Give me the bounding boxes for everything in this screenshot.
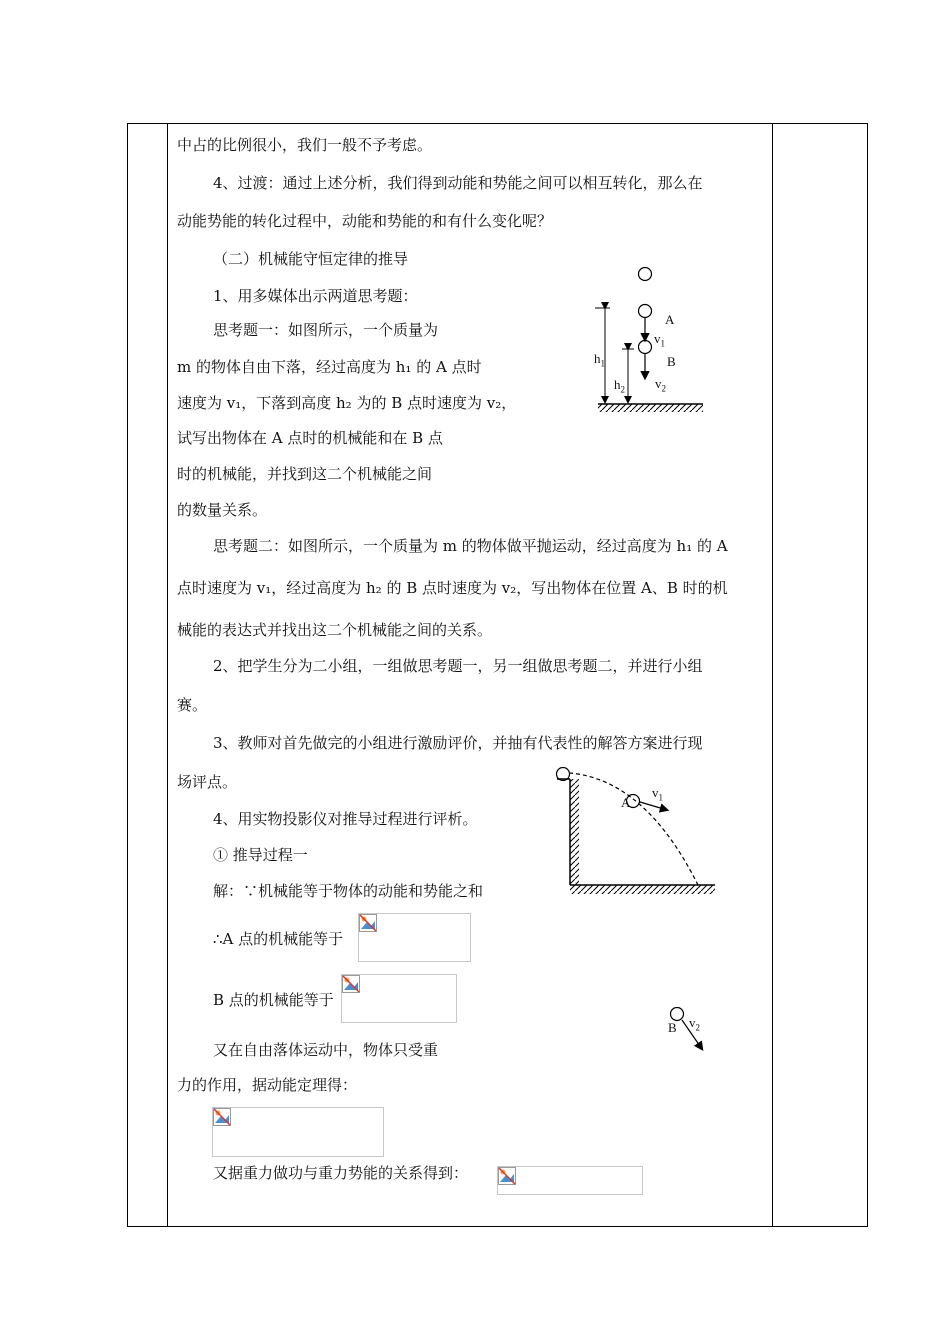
question1-line4: 试写出物体在 A 点时的机械能和在 B 点 — [177, 429, 443, 447]
column-divider-right — [772, 124, 773, 1226]
a-energy-line: ∴A 点的机械能等于 — [213, 930, 344, 948]
paragraph-transition-line1: 4、过渡：通过上述分析，我们得到动能和势能之间可以相互转化，那么在 — [213, 174, 703, 192]
question2-line2: 点时速度为 v₁，经过高度为 h₂ 的 B 点时速度为 v₂，写出物体在位置 A、B 时的机 — [177, 579, 728, 597]
fig2-label-v2: $v_2$ — [689, 1015, 700, 1033]
broken-image-icon — [213, 1108, 231, 1126]
free-fall-line2: 力的作用，据动能定理得： — [177, 1076, 358, 1094]
projectile-figure — [545, 765, 725, 900]
step-3-line2: 场评点。 — [177, 773, 238, 791]
question1-line5: 时的机械能，并找到这二个机械能之间 — [177, 465, 433, 483]
section-heading: （二）机械能守恒定律的推导 — [213, 250, 409, 268]
broken-image-icon — [359, 914, 377, 932]
step-1: 1、用多媒体出示两道思考题： — [213, 287, 418, 305]
free-fall-figure — [590, 260, 710, 415]
broken-image-icon — [342, 975, 360, 993]
b-energy-line: B 点的机械能等于 — [213, 991, 334, 1009]
formula-image-kinetic-theorem — [212, 1107, 384, 1157]
fig2-label-v1: $v_1$ — [652, 785, 663, 803]
formula-image-a-energy — [358, 913, 471, 962]
fig2-label-a: A — [621, 795, 631, 810]
paragraph-intro-tail: 中占的比例很小，我们一般不予考虑。 — [177, 136, 433, 154]
ball-top — [639, 268, 652, 281]
column-divider-left — [167, 124, 168, 1226]
ball-a — [639, 305, 652, 318]
formula-image-b-energy — [341, 974, 457, 1023]
ball-b — [639, 341, 652, 354]
question1-line1: 思考题一：如图所示，一个质量为 — [213, 321, 439, 339]
paragraph-transition-line2: 动能势能的转化过程中，动能和势能的和有什么变化呢？ — [177, 212, 553, 230]
question1-line3: 速度为 v₁，下落到高度 h₂ 为的 B 点时速度为 v₂， — [177, 394, 517, 412]
gravity-work-line: 又据重力做功与重力势能的关系得到： — [213, 1164, 469, 1182]
free-fall-line1: 又在自由落体运动中，物体只受重 — [213, 1041, 439, 1059]
question1-line2: m 的物体自由下落，经过高度为 h₁ 的 A 点时 — [177, 358, 482, 376]
fig1-label-h1: $h_1$ — [594, 351, 605, 369]
ball-b — [671, 1008, 684, 1021]
fig1-label-h2: $h_2$ — [614, 377, 625, 395]
step-2-line1: 2、把学生分为二小组，一组做思考题一，另一组做思考题二，并进行小组 — [213, 657, 703, 675]
formula-image-gravity-work — [497, 1166, 643, 1195]
fig1-label-v1: $v_1$ — [654, 331, 665, 349]
step-3-line1: 3、教师对首先做完的小组进行激励评价，并抽有代表性的解答方案进行现 — [213, 734, 703, 752]
step-2-line2: 赛。 — [177, 696, 208, 714]
derivation-1-heading: ① 推导过程一 — [213, 846, 308, 864]
fig2-label-b: B — [668, 1020, 677, 1035]
question2-line1: 思考题二：如图所示，一个质量为 m 的物体做平抛运动，经过高度为 h₁ 的 A — [213, 537, 728, 555]
step-4: 4、用实物投影仪对推导过程进行评析。 — [213, 810, 478, 828]
broken-image-icon — [498, 1167, 516, 1185]
question2-line3: 械能的表达式并找出这二个机械能之间的关系。 — [177, 621, 493, 639]
trajectory-curve — [569, 773, 698, 885]
fig1-label-b: B — [667, 354, 676, 369]
fig1-label-a: A — [665, 312, 675, 327]
solution-line: 解：∵机械能等于物体的动能和势能之和 — [213, 882, 484, 900]
question1-line6: 的数量关系。 — [177, 501, 268, 519]
fig1-label-v2: $v_2$ — [655, 376, 666, 394]
